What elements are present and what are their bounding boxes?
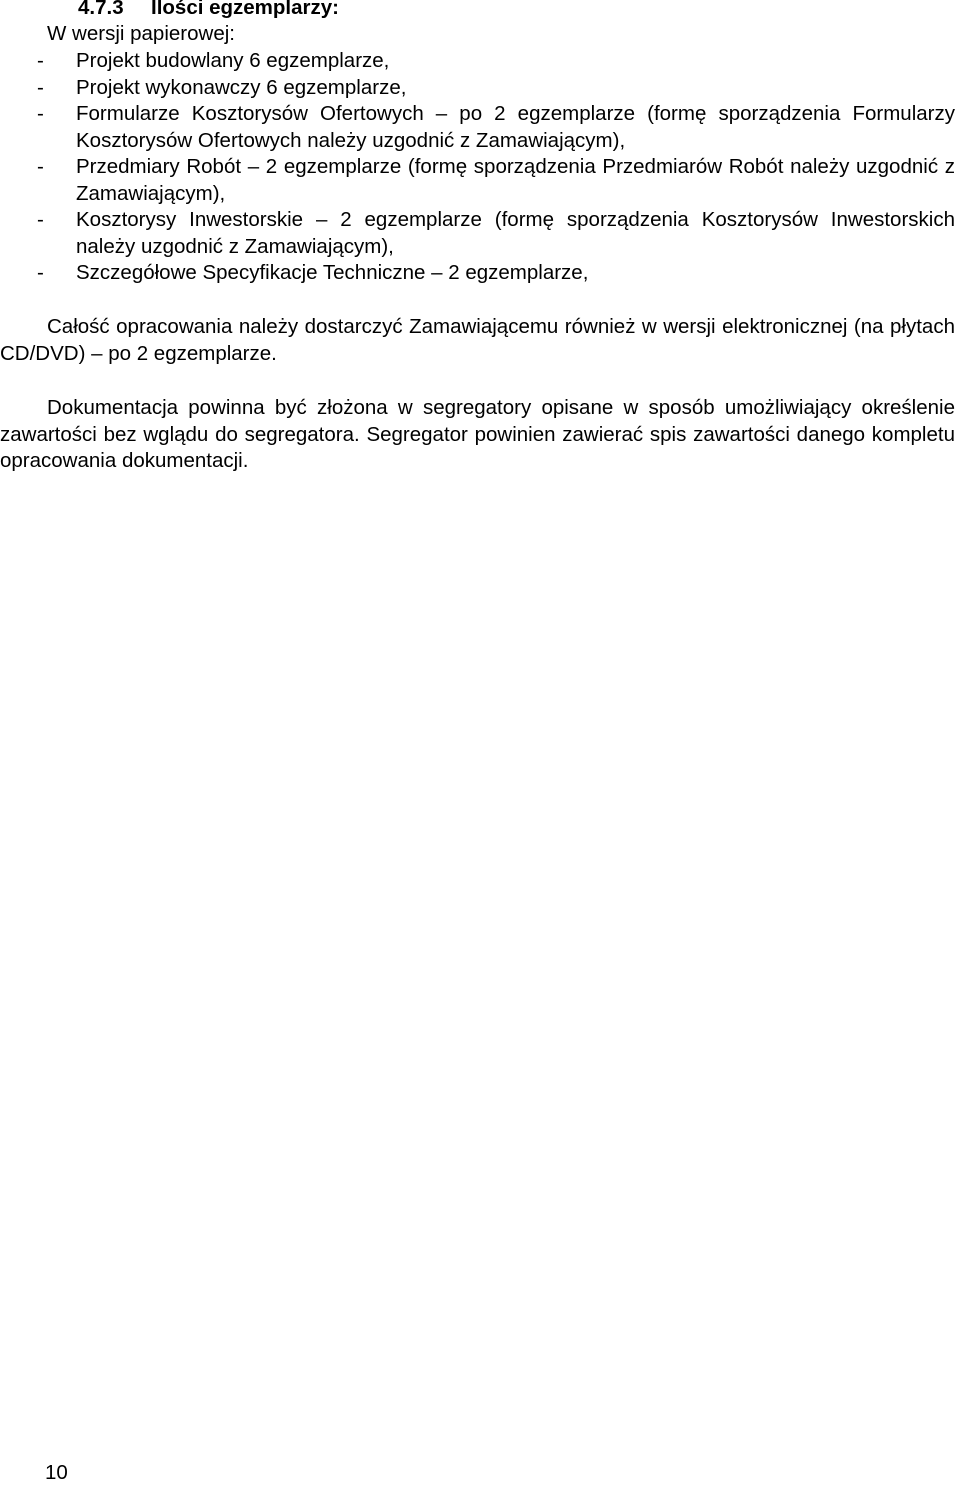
paragraph-text: Całość opracowania należy dostarczyć Zamawiającemu również w wersji elektronicznej (na płytach CD/DVD) – po 2 egzemplarze. [0,315,955,365]
section-number: 4.7.3 [78,0,124,19]
section-heading [78,0,339,22]
list-item-text: Formularze Kosztorysów Ofertowych – po 2 egzemplarze (formę sporządzenia Formularzy Kosztorysów Ofertowych należy uzgodnić z Zamawiającym), [76,102,955,152]
list-item-text: Szczegółowe Specyfikacje Techniczne – 2 egzemplarze, [76,261,589,284]
list-item-text: Przedmiary Robót – 2 egzemplarze (formę sporządzenia Przedmiarów Robót należy uzgodnić z Zamawiającym), [76,155,955,205]
bullet-dash: - [37,155,44,178]
bullet-dash: - [37,261,44,284]
bullet-dash: - [37,75,44,99]
bullet-dash: - [37,102,44,125]
list-item-text: Projekt budowlany 6 egzemplarze, [76,49,390,72]
list-item [0,75,960,102]
list-item [0,101,960,154]
list-item [0,48,960,75]
copies-list [0,48,960,287]
intro-text: W wersji papierowej: [47,22,235,45]
bullet-dash: - [37,49,44,72]
list-item-text: Kosztorysy Inwestorskie – 2 egzemplarze (formę sporządzenia Kosztorysów Inwestorskich należy uzgodnić z Zamawiającym), [76,208,955,258]
list-item [0,207,960,260]
list-item [0,154,960,207]
list-item [0,260,960,287]
electronic-copy-paragraph [0,314,955,367]
section-title: Ilości egzemplarzy: [151,0,339,19]
bullet-dash: - [37,208,44,231]
list-item-text: Projekt wykonawczy 6 egzemplarze, [76,75,407,99]
page-number: 10 [45,1461,68,1484]
binder-paragraph [0,395,955,475]
paragraph-text: Dokumentacja powinna być złożona w segregatory opisane w sposób umożliwiający określenie zawartości bez wglądu do segregatora. Segregator powinien zawierać spis zawartości danego kompletu opracowania dokumentacji. [0,396,955,472]
